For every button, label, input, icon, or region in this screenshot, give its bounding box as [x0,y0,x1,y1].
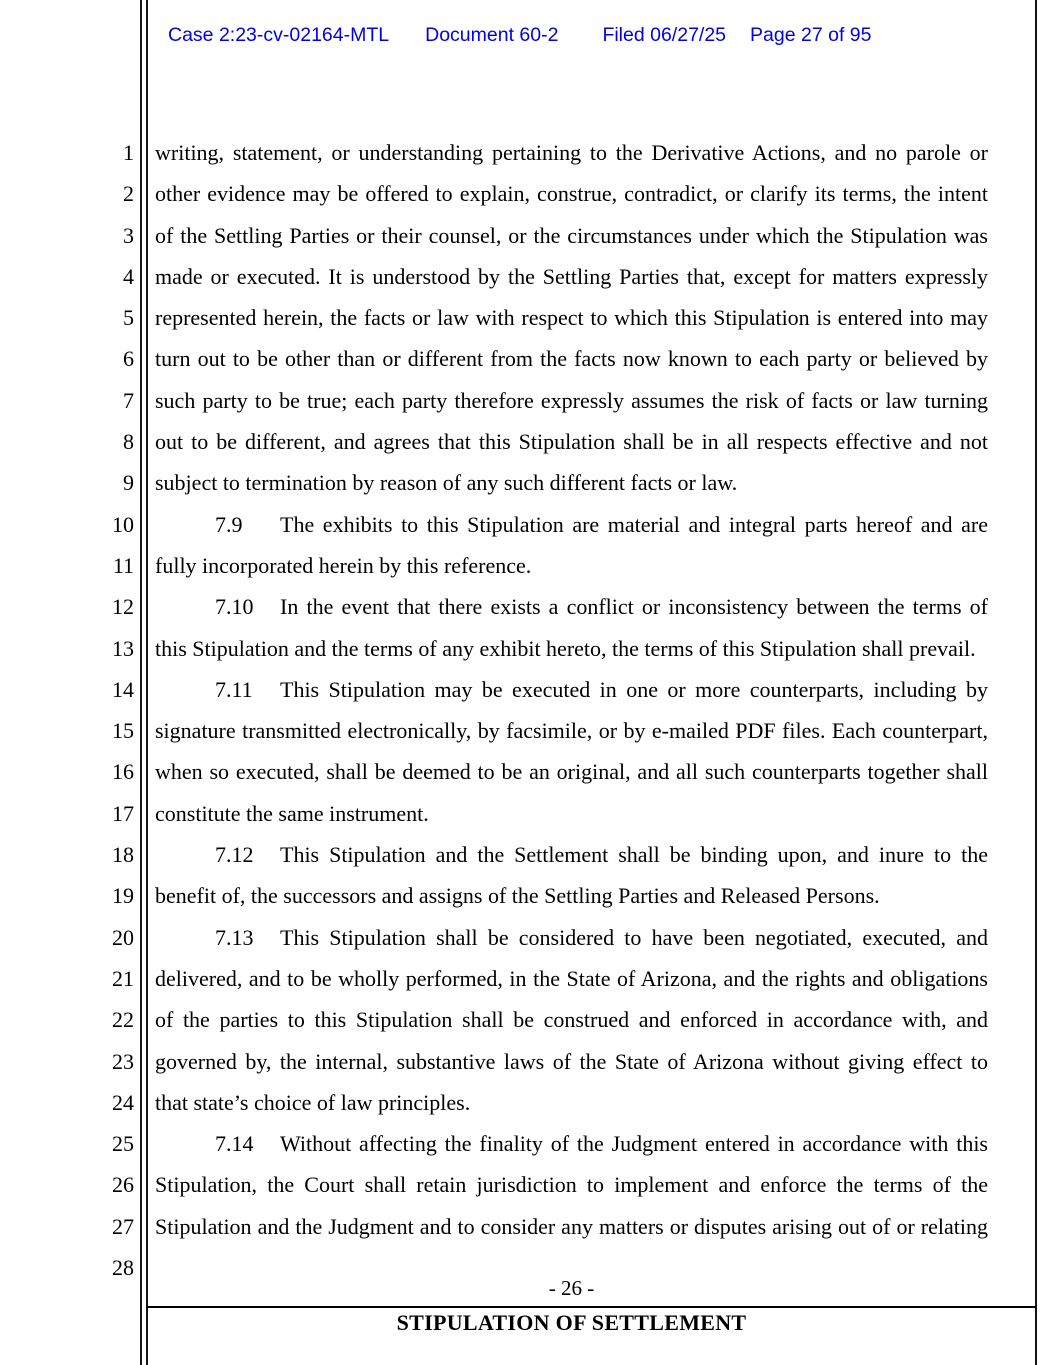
line-number: 10 [112,511,134,537]
text-line [155,215,988,256]
line-number: 4 [123,263,134,289]
text-line [155,1041,988,1082]
text-line [155,297,988,338]
text-line [155,462,988,503]
text-line [155,751,988,792]
line-number: 25 [112,1131,134,1157]
line-text: governed by, the internal, substantive laws of the State of Arizona without giving effect to [155,1048,988,1074]
line-text: made or executed. It is understood by the Settling Parties that, except for matters expressly [155,263,988,289]
line-text: turn out to be other than or different from the facts now known to each party or believed by [155,346,988,372]
line-text: Without affecting the finality of the Judgment entered in accordance with this [280,1131,988,1157]
footer-title: STIPULATION OF SETTLEMENT [396,1310,747,1335]
section-number: 7.10 [215,594,254,620]
line-number-column [0,132,134,1288]
line-text: delivered, and to be wholly performed, in the State of Arizona, and the rights and obligations [155,965,988,991]
line-text: The exhibits to this Stipulation are material and integral parts hereof and are [280,511,988,537]
line-number: 2 [123,181,134,207]
line-number: 28 [112,1255,134,1281]
line-text: In the event that there exists a conflict or inconsistency between the terms of [280,594,988,620]
section-line [155,834,988,875]
case-header-stamp [168,24,871,47]
line-number: 12 [112,594,134,620]
text-line [155,1082,988,1123]
text-line [155,256,988,297]
line-text: such party to be true; each party therefore expressly assumes the risk of facts or law turning [155,387,988,413]
line-number: 23 [112,1048,134,1074]
text-line [155,999,988,1040]
line-text: other evidence may be offered to explain, construe, contradict, or clarify its terms, the intent [155,181,988,207]
text-line [155,1164,988,1205]
line-text: This Stipulation and the Settlement shall be binding upon, and inure to the [280,842,988,868]
section-number: 7.11 [215,676,253,702]
line-number: 1 [123,140,134,165]
section-line [155,669,988,710]
line-number: 20 [112,924,134,950]
line-number: 3 [123,222,134,248]
line-text: this Stipulation and the terms of any exhibit hereto, the terms of this Stipulation shall prevail. [155,635,976,661]
line-text: fully incorporated herein by this reference. [155,552,532,578]
text-line [155,545,988,586]
left-rule-outer [140,0,142,1365]
section-number: 7.14 [215,1131,254,1157]
line-number: 16 [112,759,134,785]
line-text: of the Settling Parties or their counsel, or the circumstances under which the Stipulation was [155,222,988,248]
line-number: 6 [123,346,134,372]
text-line [155,710,988,751]
text-line [155,628,988,669]
section-line [155,1123,988,1164]
line-number: 27 [112,1213,134,1239]
line-text: writing, statement, or understanding pertaining to the Derivative Actions, and no parole or [155,140,988,165]
section-line [155,586,988,627]
line-number: 14 [112,676,134,702]
text-line [155,132,988,173]
line-text: Stipulation, the Court shall retain jurisdiction to implement and enforce the terms of the [155,1172,988,1198]
text-line [155,173,988,214]
footer-rule [147,1306,1036,1308]
line-number: 21 [112,965,134,991]
line-number: 11 [112,552,134,578]
section-number: 7.12 [215,842,254,868]
section-line [155,504,988,545]
text-line [155,380,988,421]
line-text: represented herein, the facts or law with respect to which this Stipulation is entered into may [155,305,988,331]
text-line [155,338,988,379]
page-indicator: Page 27 of 95 [750,24,872,46]
text-line [155,875,988,916]
line-text: of the parties to this Stipulation shall be construed and enforced in accordance with, and [155,1007,988,1033]
line-number: 22 [112,1007,134,1033]
line-text: when so executed, shall be deemed to be an original, and all such counterparts together shall [155,759,988,785]
footer-page-number: - 26 - [548,1276,595,1300]
text-line [155,793,988,834]
line-text: that state’s choice of law principles. [155,1089,471,1115]
line-number: 13 [112,635,134,661]
line-number: 5 [123,305,134,331]
line-text: benefit of, the successors and assigns of the Settling Parties and Released Persons. [155,883,880,909]
section-line [155,917,988,958]
text-line [155,1206,988,1247]
line-text: out to be different, and agrees that this Stipulation shall be in all respects effective and not [155,429,988,455]
line-text: Stipulation and the Judgment and to consider any matters or disputes arising out of or relating [155,1213,988,1239]
text-line [155,958,988,999]
document-body [155,132,988,1288]
section-number: 7.13 [215,924,254,950]
text-line [155,421,988,462]
line-number: 19 [112,883,134,909]
line-number: 9 [123,470,134,496]
right-rule [1035,0,1037,1365]
line-number: 7 [123,387,134,413]
line-text: subject to termination by reason of any such different facts or law. [155,470,738,496]
line-number: 18 [112,842,134,868]
case-number: Case 2:23-cv-02164-MTL [168,24,390,46]
line-text: This Stipulation may be executed in one or more counterparts, including by [280,676,988,702]
section-number: 7.9 [215,511,243,537]
line-text: This Stipulation shall be considered to have been negotiated, executed, and [280,924,988,950]
line-number: 26 [112,1172,134,1198]
line-number: 17 [112,800,134,826]
document-number: Document 60-2 [425,24,559,46]
line-text: signature transmitted electronically, by facsimile, or by e-mailed PDF files. Each counterpart, [155,718,988,744]
left-rule-inner [146,0,148,1365]
line-number: 8 [123,429,134,455]
line-number: 24 [112,1089,134,1115]
line-number: 15 [112,718,134,744]
filed-date: Filed 06/27/25 [602,24,727,46]
line-text: constitute the same instrument. [155,800,429,826]
